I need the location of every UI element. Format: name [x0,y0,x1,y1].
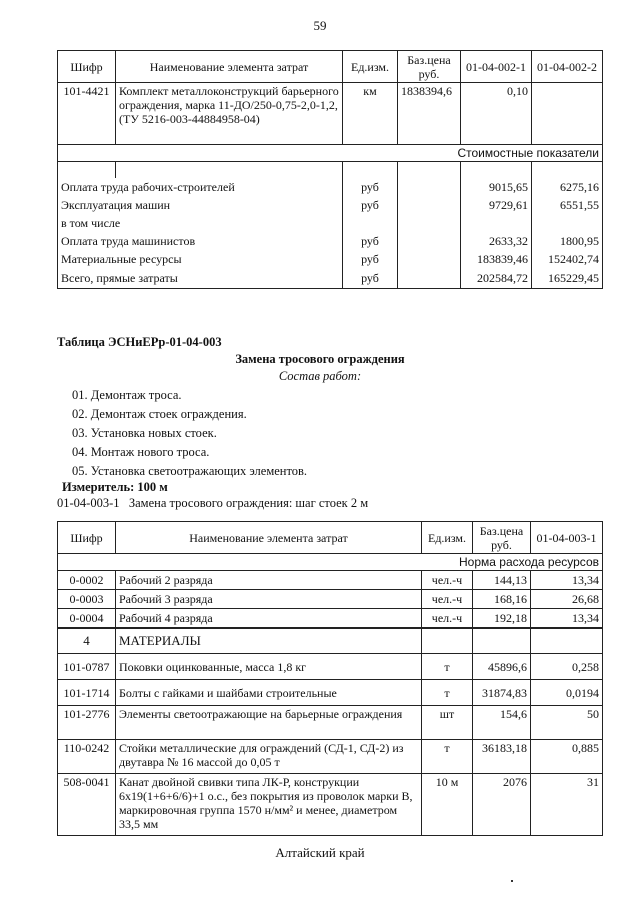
cell-unit: шт [422,706,473,740]
cell-value: 13,34 [531,609,603,628]
section-row [58,145,603,162]
cell-price: 168,16 [473,590,531,609]
cell-price: 45896,6 [473,654,531,680]
work-item: 02. Демонтаж стоек ограждения. [72,407,247,421]
cell-unit: км [343,83,398,145]
section-label: Норма расхода ресурсов [58,554,603,571]
cell-unit: руб [343,268,398,288]
cell-name: Всего, прямые затраты [58,268,343,288]
column-header: Шифр [58,51,116,83]
cell-code: 0-0003 [58,590,116,609]
cell-value: 6275,16 [532,178,603,196]
table-row [58,609,603,628]
table-row [58,706,603,740]
column-header: 01-04-002-2 [532,51,603,83]
cell-name: Рабочий 4 разряда [116,609,422,628]
cell-value: 152402,74 [532,250,603,268]
cell-unit: руб [343,178,398,196]
cell-code: 110-0242 [58,740,116,774]
table-row [58,590,603,609]
column-header: Наименование элемента затрат [116,51,343,83]
column-header: Баз.цена руб. [398,51,461,83]
group-name: МАТЕРИАЛЫ [116,628,422,654]
cell-price: 154,6 [473,706,531,740]
table-title: Таблица ЭСНиЕРр-01-04-003 [57,335,222,349]
cell-code: 101-2776 [58,706,116,740]
cell-value: 183839,46 [461,250,532,268]
cell-unit: т [422,654,473,680]
table-row [58,268,603,288]
cell-value: 0,0194 [531,680,603,706]
cell-name: Оплата труда машинистов [58,232,343,250]
cell-value: 9729,61 [461,196,532,214]
cell-unit: руб [343,232,398,250]
cell-unit: чел.-ч [422,590,473,609]
cell-unit: руб [343,250,398,268]
cell-name: Рабочий 2 разряда [116,571,422,590]
cell-unit: т [422,740,473,774]
footer-region: Алтайский край [275,845,365,860]
work-composition-label: Состав работ: [278,369,362,383]
column-header: Ед.изм. [343,51,398,83]
section-heading: Замена тросового ограждения [235,352,405,366]
cell-code: 0-0004 [58,609,116,628]
column-header: Наименование элемента затрат [116,522,422,554]
cell-value: 13,34 [531,571,603,590]
cell-value: 6551,55 [532,196,603,214]
table-row [58,214,603,232]
column-header: Шифр [58,522,116,554]
cell-value: 2633,32 [461,232,532,250]
resource-table-01-04-003 [57,521,603,836]
cell-value: 1800,95 [532,232,603,250]
cell-name: Болты с гайками и шайбами строительные [116,680,422,706]
cell-value: 0,885 [531,740,603,774]
cell-value: 9015,65 [461,178,532,196]
cost-table-01-04-002 [57,50,603,289]
table-row [58,232,603,250]
cell-value: 50 [531,706,603,740]
cell-code: 101-4421 [58,83,116,145]
section-label: Стоимостные показатели [58,145,603,162]
cell-value: 31 [531,774,603,836]
cell-value: 202584,72 [461,268,532,288]
table-row [58,740,603,774]
column-header: 01-04-002-1 [461,51,532,83]
table-row [58,83,603,145]
cell-price: 31874,83 [473,680,531,706]
variant-line: 01-04-003-1 Замена тросового ограждения: шаг стоек 2 м [57,496,369,510]
work-item: 01. Демонтаж троса. [72,388,182,402]
table-row [58,571,603,590]
cell-unit: руб [343,196,398,214]
cell-value: 165229,45 [532,268,603,288]
cell-code: 508-0041 [58,774,116,836]
cell-value: 0,10 [461,83,532,145]
cell-code: 101-1714 [58,680,116,706]
cell-value [532,83,603,145]
work-item: 04. Монтаж нового троса. [72,445,210,459]
cell-unit: чел.-ч [422,609,473,628]
table-header-row [58,51,603,83]
group-code: 4 [58,628,116,654]
cell-name: Комплект металлоконструкций барьерного ограждения, марка 11-ДО/250-0,75-2,0-1,2, (ТУ 5216-003-44884958-04) [116,83,343,145]
cell-price: 2076 [473,774,531,836]
cell-price: 36183,18 [473,740,531,774]
cell-unit: 10 м [422,774,473,836]
cell-name: Поковки оцинкованные, масса 1,8 кг [116,654,422,680]
cell-value: 26,68 [531,590,603,609]
cell-name: Оплата труда рабочих-строителей [58,178,343,196]
cell-code: 0-0002 [58,571,116,590]
work-item: 05. Установка светоотражающих элементов. [72,464,308,478]
cell-name: Материальные ресурсы [58,250,343,268]
cell-name: в том числе [58,214,343,232]
column-header: Ед.изм. [422,522,473,554]
table-row [58,654,603,680]
cell-name: Элементы светоотражающие на барьерные ограждения [116,706,422,740]
table-row [58,774,603,836]
cell-name: Эксплуатация машин [58,196,343,214]
table-header-row [58,522,603,554]
cell-price: 1838394,6 [398,83,461,145]
cell-value: 0,258 [531,654,603,680]
scan-speck [511,880,513,882]
table-row [58,250,603,268]
work-item: 03. Установка новых стоек. [72,426,217,440]
cell-unit: т [422,680,473,706]
meter-label: Измеритель: 100 м [62,480,168,494]
cell-name: Рабочий 3 разряда [116,590,422,609]
section-row [58,554,603,571]
cell-unit: чел.-ч [422,571,473,590]
page-number: 59 [313,18,327,33]
cell-code: 101-0787 [58,654,116,680]
table-row [58,196,603,214]
column-header: Баз.цена руб. [473,522,531,554]
column-header: 01-04-003-1 [531,522,603,554]
table-row [58,680,603,706]
table-row [58,178,603,196]
cell-name: Стойки металлические для ограждений (СД-1, СД-2) из двутавра № 16 массой до 0,05 т [116,740,422,774]
cell-price: 144,13 [473,571,531,590]
group-row [58,628,603,654]
cell-price: 192,18 [473,609,531,628]
cell-name: Канат двойной свивки типа ЛК-Р, конструкции 6х19(1+6+6/6)+1 о.с., без покрытия из проволок марки В, маркировочная группа 1570 н/мм² и менее, диаметром 33,5 мм [116,774,422,836]
